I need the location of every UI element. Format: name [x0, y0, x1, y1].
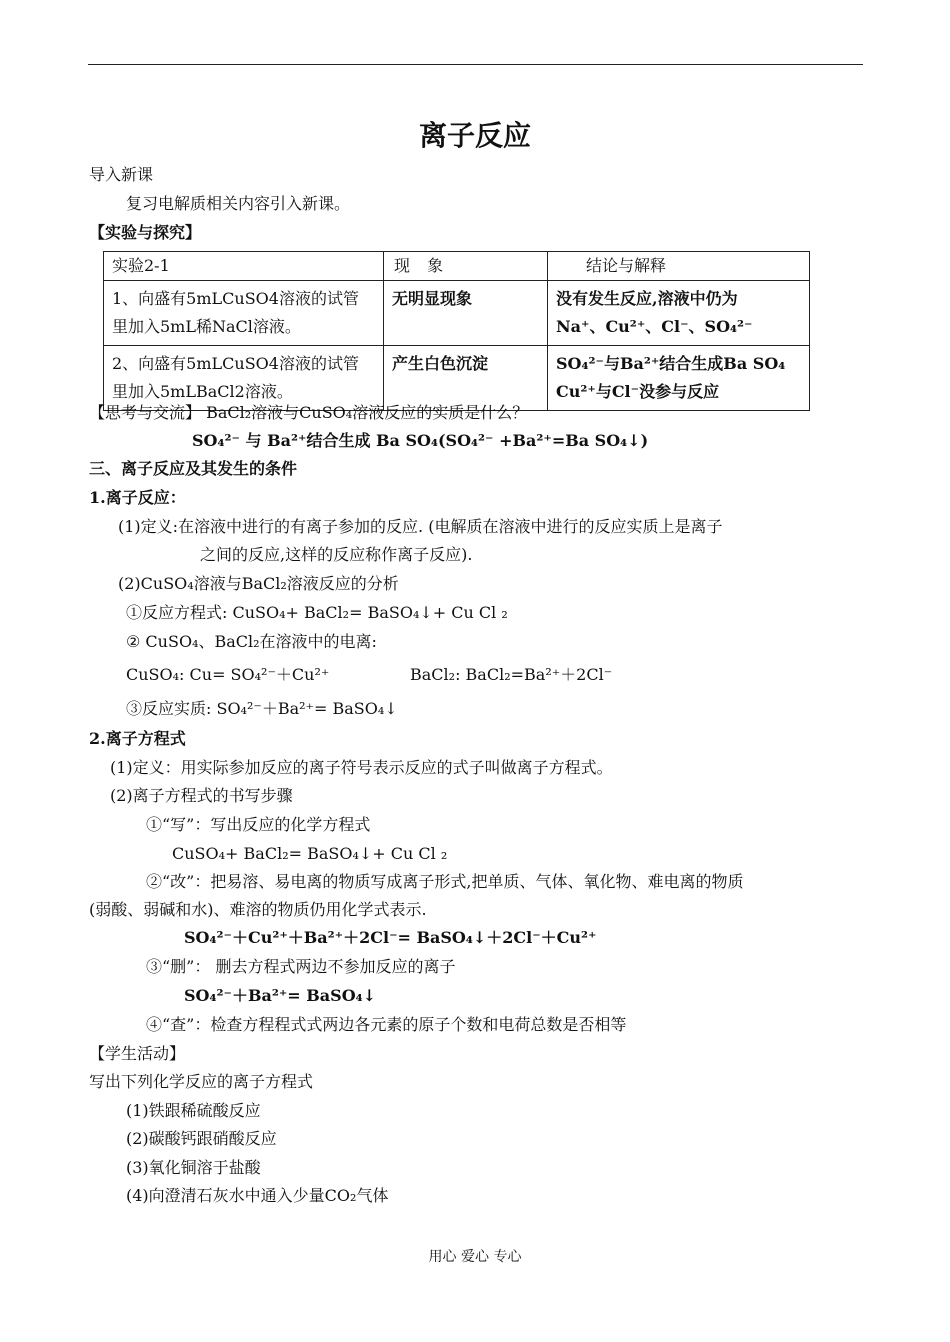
subsection-heading: 2.离子方程式	[89, 729, 186, 748]
page-title: 离子反应	[418, 119, 531, 152]
definition-line: (1)定义:在溶液中进行的有离子参加的反应. (电解质在溶液中进行的反应实质上是离子	[118, 517, 723, 536]
cell-line: 2、向盛有5mLCuSO4溶液的试管	[112, 354, 359, 373]
list-item: (1)铁跟稀硫酸反应	[126, 1101, 261, 1120]
intro-text: 复习电解质相关内容引入新课。	[126, 194, 351, 213]
definition-line: (1)定义：用实际参加反应的离子符号表示反应的式子叫做离子方程式。	[110, 758, 613, 777]
table-cell	[548, 281, 810, 346]
step-change-equation: SO₄²⁻＋Cu²⁺＋Ba²⁺＋2Cl⁻= BaSO₄↓＋2Cl⁻＋Cu²⁺	[184, 928, 597, 947]
experiment-table	[103, 251, 810, 411]
discussion-question: 【思考与交流】 BaCl₂溶液与CuSO₄溶液反应的实质是什么？	[89, 403, 529, 422]
cell-line: 1、向盛有5mLCuSO4溶液的试管	[112, 289, 359, 308]
table-header-cell: 实验2-1	[104, 252, 384, 281]
header-rule	[88, 64, 863, 65]
ionization-bacl2: BaCl₂: BaCl₂=Ba²⁺＋2Cl⁻	[410, 665, 613, 684]
step-write-equation: CuSO₄+ BaCl₂= BaSO₄↓+ Cu Cl ₂	[172, 844, 448, 863]
analysis-heading: (2)CuSO₄溶液与BaCl₂溶液反应的分析	[118, 574, 399, 593]
intro-heading: 导入新课	[89, 165, 154, 184]
table-row	[104, 346, 810, 411]
table-header-cell: 结论与解释	[548, 252, 810, 281]
table-cell: 无明显现象	[384, 281, 548, 346]
cell-line: 里加入5mL稀NaCl溶液。	[112, 317, 301, 336]
section-heading: 三、离子反应及其发生的条件	[89, 459, 298, 478]
table-cell	[104, 281, 384, 346]
definition-line: 之间的反应,这样的反应称作离子反应).	[200, 545, 473, 564]
list-item: (3)氧化铜溶于盐酸	[126, 1158, 261, 1177]
cell-line: Cu²⁺与Cl⁻没参与反应	[556, 382, 720, 401]
reaction-equation: ①反应方程式: CuSO₄+ BaCl₂= BaSO₄↓+ Cu Cl ₂	[126, 603, 508, 622]
steps-heading: (2)离子方程式的书写步骤	[110, 786, 293, 805]
reaction-essence: ③反应实质: SO₄²⁻＋Ba²⁺= BaSO₄↓	[126, 699, 398, 718]
cell-line: Na⁺、Cu²⁺、Cl⁻、SO₄²⁻	[556, 317, 753, 336]
activity-prompt: 写出下列化学反应的离子方程式	[89, 1072, 314, 1091]
page-footer: 用心 爱心 专心	[428, 1249, 522, 1265]
table-cell	[548, 346, 810, 411]
cell-line: 没有发生反应,溶液中仍为	[556, 289, 738, 308]
step-change-cont: (弱酸、弱碱和水)、难溶的物质仍用化学式表示.	[89, 900, 427, 919]
step-change: ②“改”：把易溶、易电离的物质写成离子形式,把单质、气体、氧化物、难电离的物质	[146, 872, 744, 891]
discussion-answer: SO₄²⁻ 与 Ba²⁺结合生成 Ba SO₄(SO₄²⁻ +Ba²⁺=Ba SO₄↓)	[192, 431, 649, 450]
step-delete-equation: SO₄²⁻＋Ba²⁺= BaSO₄↓	[184, 986, 377, 1005]
experiment-heading: 【实验与探究】	[89, 223, 202, 242]
cell-line: 里加入5mLBaCl2溶液。	[112, 382, 293, 401]
ionization-heading: ② CuSO₄、BaCl₂在溶液中的电离:	[126, 632, 377, 651]
list-item: (2)碳酸钙跟硝酸反应	[126, 1129, 277, 1148]
table-cell	[104, 346, 384, 411]
step-check: ④“查”：检查方程程式式两边各元素的原子个数和电荷总数是否相等	[146, 1015, 627, 1034]
table-header-row	[104, 252, 810, 281]
step-delete: ③“删”： 删去方程式两边不参加反应的离子	[146, 957, 456, 976]
table-row	[104, 281, 810, 346]
step-write: ①“写”：写出反应的化学方程式	[146, 815, 371, 834]
table-cell: 产生白色沉淀	[384, 346, 548, 411]
table-header-cell: 现 象	[384, 252, 548, 281]
ionization-cuso4: CuSO₄: Cu= SO₄²⁻＋Cu²⁺	[126, 665, 330, 684]
activity-heading: 【学生活动】	[89, 1044, 186, 1063]
list-item: (4)向澄清石灰水中通入少量CO₂气体	[126, 1186, 389, 1205]
subsection-heading: 1.离子反应：	[89, 488, 186, 507]
cell-line: SO₄²⁻与Ba²⁺结合生成Ba SO₄	[556, 354, 786, 373]
